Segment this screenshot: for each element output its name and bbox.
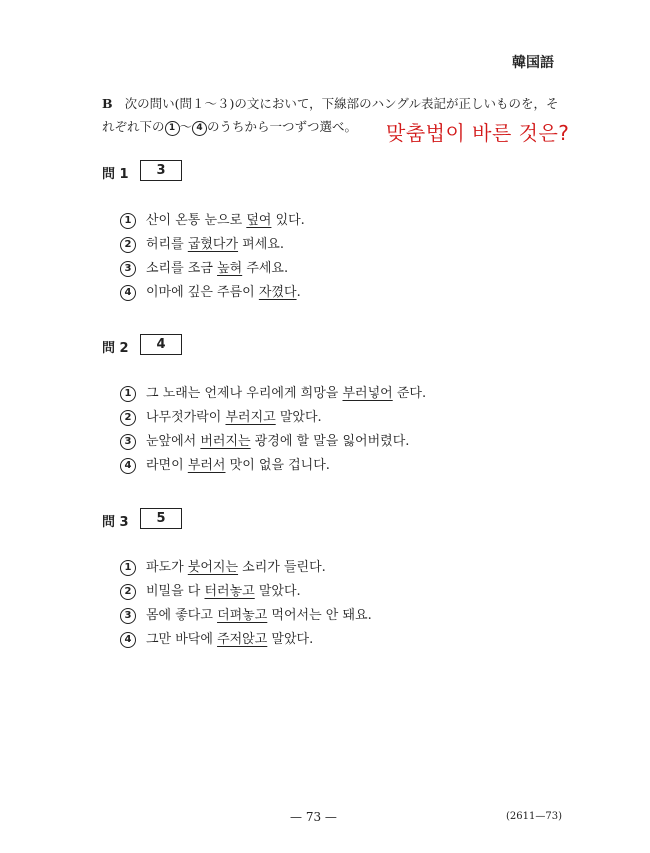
option-number-circle: 2 (120, 584, 136, 600)
option-number-circle: 3 (120, 261, 136, 277)
underlined-word: 굽혔다가 (187, 237, 239, 252)
question-3-answer-box: 5 (140, 508, 182, 529)
question-2-options (120, 382, 426, 478)
underlined-word: 높혀 (217, 261, 243, 276)
list-item: 4 이마에 깊은 주름이 자꼈다. (120, 281, 305, 305)
underlined-word: 자꼈다 (258, 285, 297, 300)
option-number-circle: 3 (120, 608, 136, 624)
section-label: B (102, 96, 113, 111)
list-item: 4 라면이 부러서 맛이 없을 겁니다. (120, 454, 426, 478)
list-item: 2 비밀을 다 터러놓고 말았다. (120, 580, 372, 604)
option-number-circle: 2 (120, 410, 136, 426)
question-1-options (120, 209, 305, 305)
list-item: 1 파도가 붓어지는 소리가 들린다. (120, 556, 372, 580)
question-3-label: 問 3 (102, 515, 129, 530)
underlined-word: 터러놓고 (204, 584, 255, 599)
instruction-line-2: れぞれ下の 1 ～ 4 のうちから一つずつ選べ。 (102, 119, 358, 134)
underlined-word: 더펴놓고 (217, 608, 268, 623)
option-number-circle: 4 (120, 458, 136, 474)
list-item: 3 눈앞에서 버러지는 광경에 할 말을 잃어버렸다. (120, 430, 426, 454)
list-item: 4 그만 바닥에 주저앉고 말았다. (120, 628, 372, 652)
option-number-circle: 4 (120, 285, 136, 301)
list-item: 2 허리를 굽혔다가 펴세요. (120, 233, 305, 257)
subject-title: 韓国語 (512, 55, 554, 71)
instruction-line-1: B 次の問い(問１～３)の文において，下線部のハングル表記が正しいものを，そ (102, 96, 559, 111)
question-3-options (120, 556, 372, 652)
list-item: 2 나무젓가락이 부러지고 말았다. (120, 406, 426, 430)
option-number-circle: 1 (120, 213, 136, 229)
range-start-circle: 1 (165, 121, 180, 136)
option-number-circle: 2 (120, 237, 136, 253)
underlined-word: 붓어지는 (187, 560, 239, 575)
list-item: 3 소리를 조금 높혀 주세요. (120, 257, 305, 281)
underlined-word: 버러지는 (200, 434, 251, 449)
underlined-word: 부러서 (187, 458, 226, 473)
list-item: 1 산이 온통 눈으로 덮여 있다. (120, 209, 305, 233)
underlined-word: 부러넣어 (342, 386, 393, 401)
page-number: — 73 — (290, 810, 337, 824)
option-number-circle: 1 (120, 560, 136, 576)
question-1-answer-box: 3 (140, 160, 182, 181)
question-1-label: 問 1 (102, 167, 129, 182)
option-number-circle: 4 (120, 632, 136, 648)
underlined-word: 주저앉고 (217, 632, 268, 647)
list-item: 1 그 노래는 언제나 우리에게 희망을 부러넣어 준다. (120, 382, 426, 406)
document-code: (2611—73) (506, 811, 562, 822)
red-annotation: 맞춤법이 바른 것은? (386, 121, 570, 145)
underlined-word: 부러지고 (225, 410, 276, 425)
question-2-answer-box: 4 (140, 334, 182, 355)
option-number-circle: 1 (120, 386, 136, 402)
option-number-circle: 3 (120, 434, 136, 450)
underlined-word: 덮여 (246, 213, 272, 228)
range-end-circle: 4 (192, 121, 207, 136)
list-item: 3 몸에 좋다고 더펴놓고 먹어서는 안 돼요. (120, 604, 372, 628)
question-2-label: 問 2 (102, 341, 129, 356)
